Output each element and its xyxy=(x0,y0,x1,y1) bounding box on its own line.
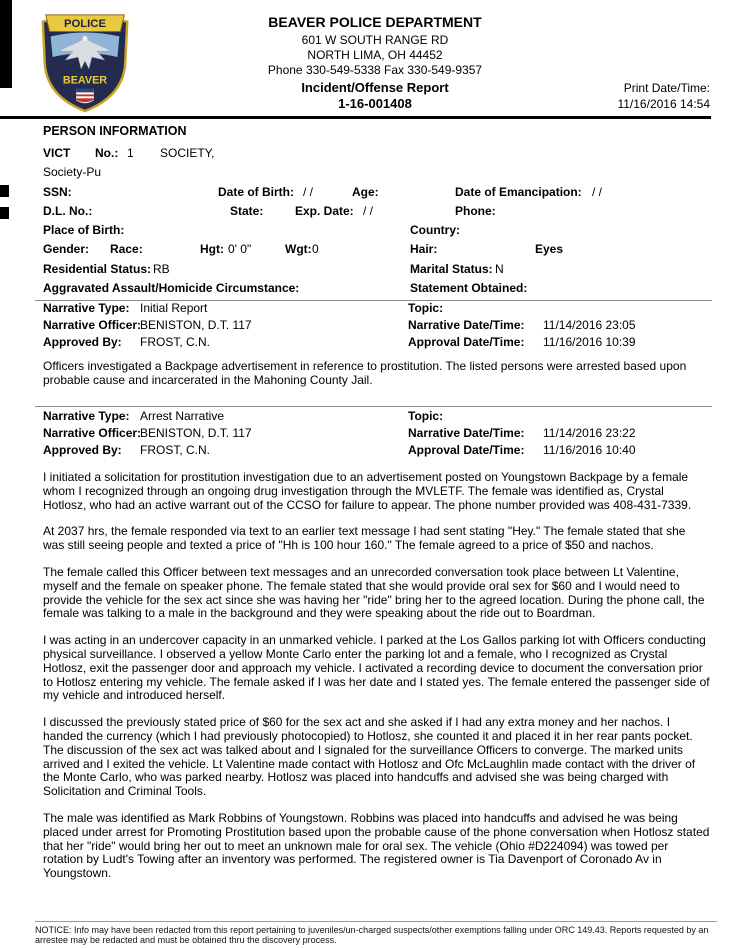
ssn-label: SSN: xyxy=(43,184,72,199)
police-badge-icon xyxy=(35,6,135,114)
race-label: Race: xyxy=(110,242,143,257)
narrative-datetime-label: Narrative Date/Time: xyxy=(408,318,525,333)
narrative-row xyxy=(43,409,710,426)
approval-datetime-value: 11/16/2016 10:39 xyxy=(543,335,636,350)
print-datetime-value: 11/16/2016 14:54 xyxy=(617,97,710,111)
phone-fax-line: Phone 330-549-5338 Fax 330-549-9357 xyxy=(267,63,483,77)
exp-date-label: Exp. Date: xyxy=(295,203,354,218)
narrative-officer-value: BENISTON, D.T. 117 xyxy=(140,318,252,333)
approved-by-value: FROST, C.N. xyxy=(140,335,211,350)
person-row-type xyxy=(43,146,710,165)
narrative-officer-label: Narrative Officer: xyxy=(43,425,142,440)
narrative-officer-value: BENISTON, D.T. 117 xyxy=(140,425,252,440)
aggravated-circumstance-label: Aggravated Assault/Homicide Circumstance: xyxy=(43,281,300,296)
narrative-type-value: Initial Report xyxy=(140,301,208,316)
report-number: 1-16-001408 xyxy=(338,96,412,111)
narrative-type-label: Narrative Type: xyxy=(43,408,130,423)
residential-status-label: Residential Status: xyxy=(43,261,152,276)
hair-label: Hair: xyxy=(410,242,438,257)
narrative-row xyxy=(43,426,710,443)
print-datetime-block xyxy=(598,80,710,112)
residential-status-value: RB xyxy=(153,261,170,276)
report-body xyxy=(43,124,710,881)
eagle-head xyxy=(83,36,88,41)
narrative-type-value: Arrest Narrative xyxy=(140,408,225,423)
country-label: Country: xyxy=(410,223,460,238)
report-header xyxy=(0,0,750,116)
person-name: SOCIETY, xyxy=(160,146,215,160)
address-line-2: NORTH LIMA, OH 44452 xyxy=(307,48,443,62)
height-label: Hgt: xyxy=(200,242,224,257)
person-row-ssn xyxy=(43,185,710,204)
narrative-row xyxy=(43,443,710,460)
narrative-row xyxy=(43,335,710,352)
approved-by-value: FROST, C.N. xyxy=(140,442,211,457)
approved-by-label: Approved By: xyxy=(43,442,122,457)
header-center xyxy=(175,14,575,112)
statement-obtained-label: Statement Obtained: xyxy=(410,281,528,296)
topic-label: Topic: xyxy=(408,408,444,423)
narrative-paragraph: The male was identified as Mark Robbins of Youngstown. Robbins was placed into handcuffs and advised he was being placed under arrest for Promoting Prostitution based upon the probable cause of the phone conversation when Hotlosz stated that her "ride" would bring her out to meet an unknown male for oral sex. The vehicle (Ohio #D224094) was towed per rotation by Ludt's Towing after an inventory was performed. The registered owner is Tia Davenport of Coronado Av in Youngstown. xyxy=(43,810,710,881)
narrative-paragraph: The female called this Officer between text messages and an unrecorded conversation took place between Lt Valentine, myself and the female on speaker phone. The female stated that she would provide oral sex for $60 and I would need to provide the vehicle for the sex act since she was having her "ride" bring her to the agreed location. During the phone call, the female was talking to a male in the background and they were speaking about the ride out to Boardman. xyxy=(43,564,705,621)
approved-by-label: Approved By: xyxy=(43,335,122,350)
footer-notice-text: NOTICE: Info may have been redacted from this report pertaining to juveniles/un-charged suspects/other exemptions falling under ORC 149.43. Reports requested by an arrestee may be redacted and must be obtained thru the discovery process. xyxy=(35,925,709,945)
marital-status-value: N xyxy=(495,261,504,276)
person-row-status xyxy=(43,262,710,281)
place-of-birth-label: Place of Birth: xyxy=(43,223,125,238)
redaction-mark-2 xyxy=(0,207,9,219)
narrative-datetime-value: 11/14/2016 23:22 xyxy=(543,425,636,440)
dl-label: D.L. No.: xyxy=(43,203,93,218)
narrative-row xyxy=(43,318,710,335)
badge-banner-text: POLICE xyxy=(64,18,106,31)
narrative-paragraph: I discussed the previously stated price of $60 for the sex act and she asked if I had any extra money and her nachos. I handed the currency (which I had previously photocopied) to Hotlosz, she counted it and placed it in her rear pants pocket. The discussion of the sex act was talked about and I signaled for the surveillance Officers to converge. The marked units arrived and I exited the vehicle. Lt Valentine made contact with Hotlosz and Ofc McLaughlin made contact with the driver of the Monte Carlo, who was parked nearby. Hotlosz was placed into handcuffs and advised she was being charged with Solicitation and Criminal Tools. xyxy=(43,715,696,799)
state-label: State: xyxy=(230,203,264,218)
dob-label: Date of Birth: xyxy=(218,184,294,199)
badge-mini-shield xyxy=(76,88,94,103)
phone-label: Phone: xyxy=(455,203,496,218)
department-name: BEAVER POLICE DEPARTMENT xyxy=(268,14,482,30)
narrative-datetime-label: Narrative Date/Time: xyxy=(408,425,525,440)
weight-label: Wgt: xyxy=(285,242,312,257)
marital-status-label: Marital Status: xyxy=(410,261,493,276)
header-rule xyxy=(0,116,711,119)
dob-value: / / xyxy=(303,184,314,199)
exp-date-value: / / xyxy=(363,203,374,218)
address-line-1: 601 W SOUTH RANGE RD xyxy=(301,33,449,47)
person-section-title: PERSON INFORMATION xyxy=(43,124,187,138)
person-no-value: 1 xyxy=(127,146,134,160)
person-name-2: Society-Pu xyxy=(43,165,102,180)
approval-datetime-label: Approval Date/Time: xyxy=(408,442,525,457)
report-title: Incident/Offense Report xyxy=(301,80,449,95)
narrative-datetime-value: 11/14/2016 23:05 xyxy=(543,318,636,333)
person-row-birth xyxy=(43,223,710,242)
age-label: Age: xyxy=(352,184,379,199)
weight-value: 0 xyxy=(312,242,319,257)
narrative-row xyxy=(43,301,710,318)
badge-city-text: BEAVER xyxy=(62,74,108,87)
person-row-alias xyxy=(43,165,710,184)
narrative-paragraph: I was acting in an undercover capacity in an unmarked vehicle. I parked at the Los Gallos parking lot with Officers conducting physical surveillance. I observed a yellow Monte Carlo enter the parking lot and a female, who I recognized as Crystal Hotlosz, exit the passenger door and approach my vehicle. I activated a recording device to document the conversation prior to Hotlosz entering my vehicle. The female asked if I was her date and I stated yes. The female entered the passenger side of my vehicle and introduced herself. xyxy=(43,633,710,703)
narrative-block-arrest xyxy=(43,409,710,881)
narrative-officer-label: Narrative Officer: xyxy=(43,318,142,333)
eyes-label: Eyes xyxy=(535,242,564,257)
person-row-dl xyxy=(43,204,710,223)
emancipation-label: Date of Emancipation: xyxy=(455,184,582,199)
section-divider-2 xyxy=(35,406,712,407)
approval-datetime-label: Approval Date/Time: xyxy=(408,335,525,350)
narrative-type-label: Narrative Type: xyxy=(43,301,130,316)
approval-datetime-value: 11/16/2016 10:40 xyxy=(543,442,636,457)
redaction-mark-1 xyxy=(0,185,9,197)
narrative-paragraph: I initiated a solicitation for prostitution investigation due to an advertisement posted on Youngstown Backpage by a female whom I recognized through an ongoing drug investigation through the MVLETF. The female was identified as, Crystal Hotlosz, who had an active warrant out of the CCSO for failure to appear. The phone number provided was 408-431-7339. xyxy=(43,469,692,512)
topic-label: Topic: xyxy=(408,301,444,316)
person-row-physical xyxy=(43,242,710,261)
person-role: VICT xyxy=(43,146,71,160)
narrative-block-initial xyxy=(43,301,710,388)
person-no-label: No.: xyxy=(95,146,119,160)
narrative-paragraph: At 2037 hrs, the female responded via text to an earlier text message I had sent stating "Hey." The female stated that she was still seeing people and texted a price of "Hh is 100 hour 160." The female agreed to a price of $50 and nachos. xyxy=(43,524,686,553)
person-row-circumstance xyxy=(43,281,710,300)
footer-notice xyxy=(35,921,717,945)
height-value: 0' 0" xyxy=(228,242,252,257)
narrative-paragraph: Officers investigated a Backpage advertisement in reference to prostitution. The listed persons were arrested based upon probable cause and incarcerated in the Mahoning County Jail. xyxy=(43,359,687,388)
gender-label: Gender: xyxy=(43,242,90,257)
emancipation-value: / / xyxy=(592,184,603,199)
print-datetime-label: Print Date/Time: xyxy=(623,81,710,95)
